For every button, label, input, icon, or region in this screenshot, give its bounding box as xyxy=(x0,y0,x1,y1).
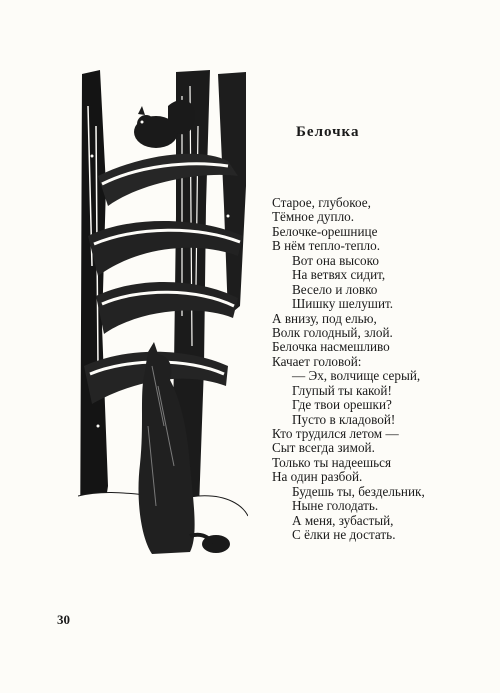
poem-line: Весело и ловко xyxy=(292,281,378,297)
poem-line: Пусто в кладовой! xyxy=(292,411,396,427)
poem-line: Шишку шелушит. xyxy=(292,296,394,312)
poem-line: На ветвях сидит, xyxy=(292,267,386,283)
page-number: 30 xyxy=(57,612,70,627)
fir-branches xyxy=(98,154,238,206)
poem-line: Белочке-орешнице xyxy=(272,223,378,239)
poem-line: А меня, зубастый, xyxy=(292,512,394,528)
poem-line: А внизу, под елью, xyxy=(272,310,377,326)
poem-line: Сыт всегда зимой. xyxy=(272,440,375,456)
poem-line: Кто трудился летом — xyxy=(272,426,399,441)
poem-line: Глупый ты какой! xyxy=(292,382,392,398)
poem-line: Ныне голодать. xyxy=(292,498,379,514)
poem-line: Вот она высоко xyxy=(292,252,379,268)
poem-line: С ёлки не достать. xyxy=(292,527,396,543)
poem-line: — Эх, волчище серый, xyxy=(292,368,421,384)
poem-line: Где твои орешки? xyxy=(292,397,392,413)
poem-line: Только ты надеешься xyxy=(272,454,392,470)
poem-line: Качает головой: xyxy=(272,353,362,369)
poem-text xyxy=(272,196,425,543)
poem-line: Будешь ты, бездельник, xyxy=(292,483,425,499)
poem-line: На один разбой. xyxy=(272,469,363,485)
squirrel-and-wolf-illustration xyxy=(78,66,248,582)
poem-title: Белочка xyxy=(296,124,360,140)
poem-line: Волк голодный, злой. xyxy=(272,324,393,340)
poem-line: Старое, глубокое, xyxy=(272,195,371,210)
poem-line: Белочка насмешливо xyxy=(272,339,390,355)
poem-line: В нём тепло-тепло. xyxy=(272,238,381,254)
poem-line: Тёмное дупло. xyxy=(272,209,355,225)
